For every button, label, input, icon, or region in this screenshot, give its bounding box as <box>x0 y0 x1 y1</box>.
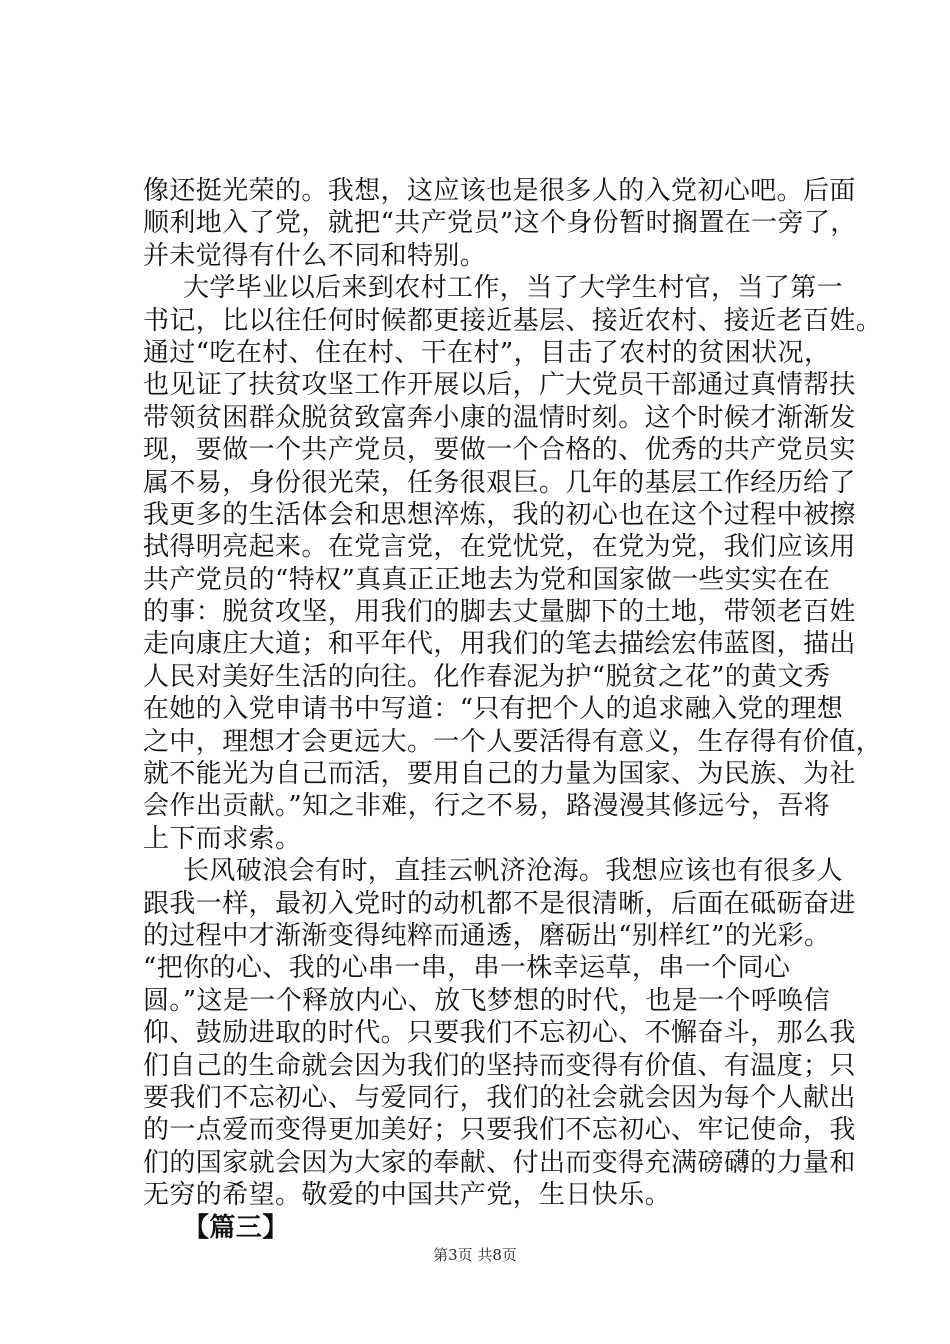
text-line: 的过程中才渐渐变得纯粹而通透，磨砺出“别样红”的光彩。 <box>143 920 831 951</box>
section-heading: 【篇三】 <box>183 1212 289 1243</box>
text-line: 拭得明亮起来。在党言党，在党忧党，在党为党，我们应该用 <box>143 532 856 563</box>
text-line: 带领贫困群众脱贫致富奔小康的温情时刻。这个时候才渐渐发 <box>143 402 856 433</box>
text-line: 会作出贡献。”知之非难，行之不易，路漫漫其修远兮，吾将 <box>143 791 831 822</box>
paragraph-3 <box>143 855 856 1211</box>
text-line: 在她的入党申请书中写道：“只有把个人的追求融入党的理想 <box>143 694 844 725</box>
text-line: 并未觉得有什么不同和特别。 <box>143 240 487 271</box>
text-line: 长风破浪会有时，直挂云帆济沧海。我想应该也有很多人 <box>183 856 844 887</box>
text-line: 我更多的生活体会和思想淬炼，我的初心也在这个过程中被擦 <box>143 499 856 530</box>
text-line: 现，要做一个共产党员，要做一个合格的、优秀的共产党员实 <box>143 435 856 466</box>
text-line: 之中，理想才会更远大。一个人要活得有意义，生存得有价值， <box>143 726 883 757</box>
text-line: 共产党员的“特权”真真正正地去为党和国家做一些实实在在 <box>143 564 831 595</box>
text-line: 们的国家就会因为大家的奉献、付出而变得充满磅礴的力量和 <box>143 1147 856 1178</box>
paragraph-2 <box>143 272 883 855</box>
text-line: 也见证了扶贫攻坚工作开展以后，广大党员干部通过真情帮扶 <box>143 370 856 401</box>
text-line: 上下而求索。 <box>143 823 302 854</box>
document-body <box>143 175 883 1244</box>
text-line: 顺利地入了党，就把“共产党员”这个身份暂时搁置在一旁了， <box>143 208 857 239</box>
paragraph-1 <box>143 175 857 272</box>
text-line: 要我们不忘初心、与爱同行，我们的社会就会因为每个人献出 <box>143 1082 856 1113</box>
text-line: 大学毕业以后来到农村工作，当了大学生村官，当了第一 <box>183 273 844 304</box>
text-line: 跟我一样，最初入党时的动机都不是很清晰，后面在砥砺奋进 <box>143 888 856 919</box>
text-line: 像还挺光荣的。我想，这应该也是很多人的入党初心吧。后面 <box>143 176 856 206</box>
page-footer: 第3页 共8页 <box>433 1246 517 1264</box>
text-line: 们自己的生命就会因为我们的坚持而变得有价值、有温度；只 <box>143 1050 856 1081</box>
text-line: 书记，比以往任何时候都更接近基层、接近农村、接近老百姓。 <box>143 305 883 336</box>
text-line: 属不易，身份很光荣，任务很艰巨。几年的基层工作经历给了 <box>143 467 856 498</box>
text-line: 通过“吃在村、住在村、干在村”，目击了农村的贫困状况， <box>143 337 831 368</box>
text-line: 仰、鼓励进取的时代。只要我们不忘初心、不懈奋斗，那么我 <box>143 1018 856 1049</box>
text-line: 的事：脱贫攻坚，用我们的脚去丈量脚下的土地，带领老百姓 <box>143 597 856 628</box>
text-line: 无穷的希望。敬爱的中国共产党，生日快乐。 <box>143 1180 672 1211</box>
text-line: 圆。”这是一个释放内心、放飞梦想的时代，也是一个呼唤信 <box>143 985 831 1016</box>
text-line: 的一点爱而变得更加美好；只要我们不忘初心、牢记使命，我 <box>143 1115 856 1146</box>
text-line: “把你的心、我的心串一串，串一株幸运草，串一个同心 <box>143 953 791 984</box>
text-line: 走向康庄大道；和平年代，用我们的笔去描绘宏伟蓝图，描出 <box>143 629 856 660</box>
text-line: 人民对美好生活的向往。化作春泥为护“脱贫之花”的黄文秀 <box>143 661 831 692</box>
text-line: 就不能光为自己而活，要用自己的力量为国家、为民族、为社 <box>143 759 856 790</box>
